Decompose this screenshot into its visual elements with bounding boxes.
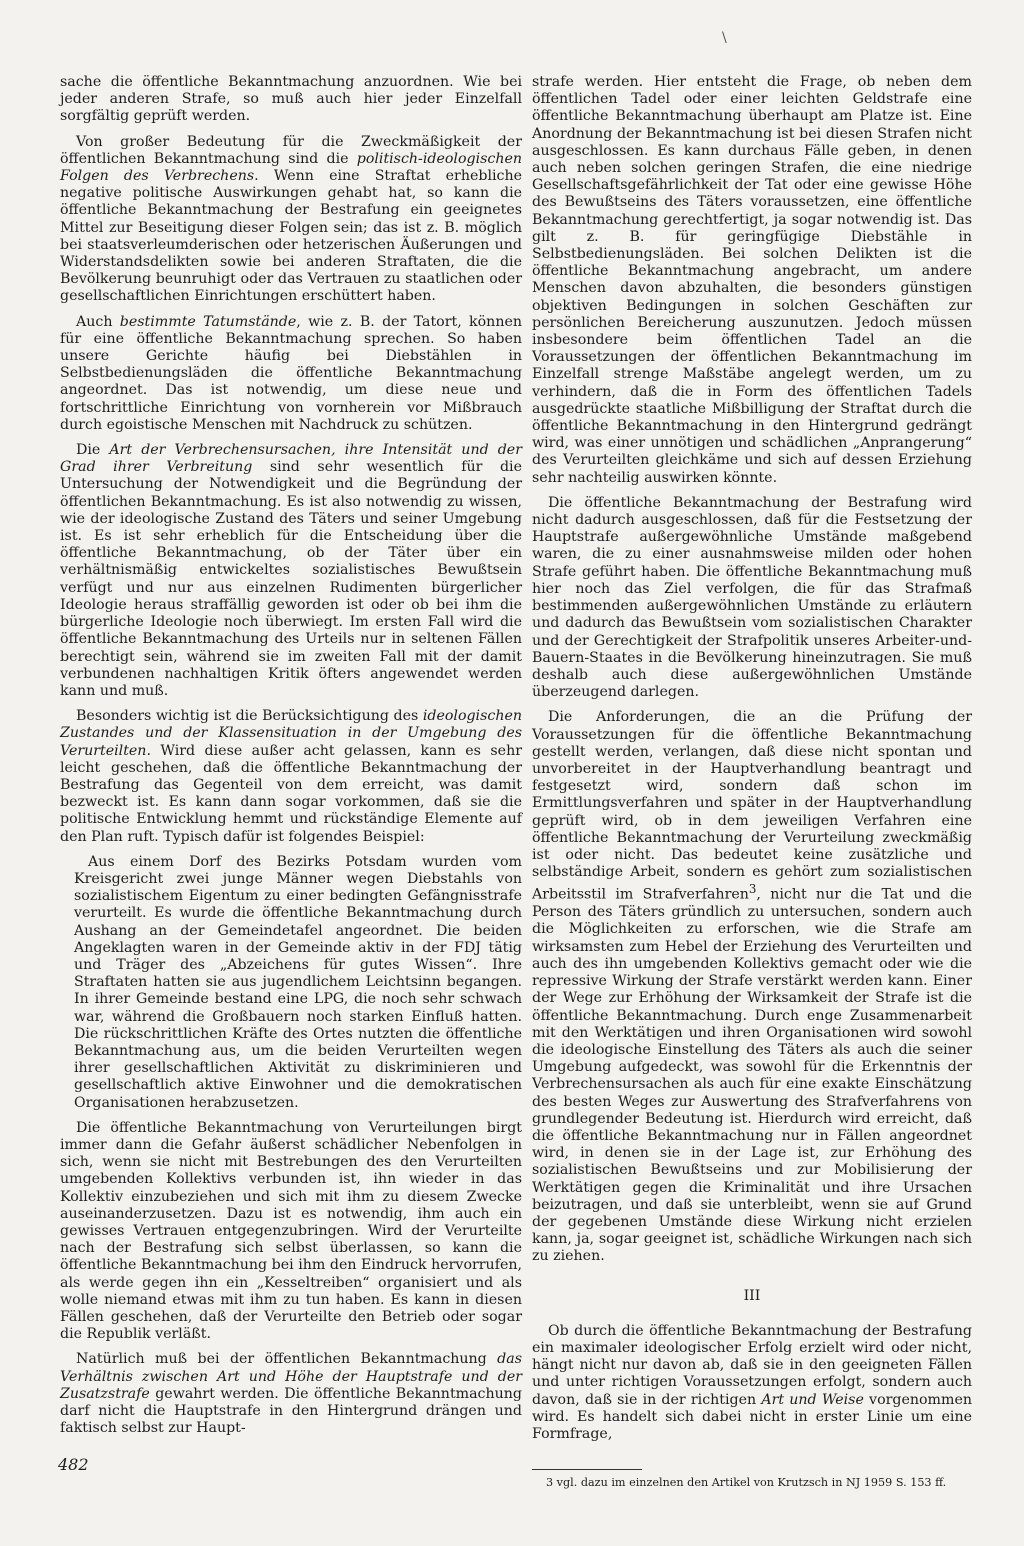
corner-mark: \ [722,30,727,46]
right-column [532,74,972,1498]
footnote-divider [532,1469,642,1470]
page-number: 482 [58,1455,89,1474]
left-column [60,74,522,1445]
footnote-reference: 3 [748,882,757,897]
paragraph: Von großer Bedeutung für die Zweckmäßigkeit der öffentlichen Bekanntmachung sind die politisch-ideologischen Folgen des Verbrechens. Wenn eine Straftat erhebliche negative politische Auswirkungen gehabt hat, so kann die öffentliche Bekanntmachung der Bestrafung ein geeignetes Mittel zur Beseitigung dieser Folgen sein; das ist z. B. möglich bei staatsverleumderischen oder hetzerischen Äußerungen und Widerstandsdelikten sowie bei anderen Straftaten, die die Bevölkerung beunruhigt oder das Vertrauen zu staatlichen oder gesellschaftlichen Einrichtungen erschüttert haben. [60,133,522,305]
paragraph: Besonders wichtig ist die Berücksichtigung des ideologischen Zustandes und der Klassensituation in der Umgebung des Verurteilten. Wird diese außer acht gelassen, kann es sehr leicht geschehen, daß die öffentliche Bekanntmachung der Bestrafung das Gegenteil von dem erreicht, was damit bezweckt ist. Es kann dann sogar vorkommen, daß sie die politische Entwicklung hemmt und rückständige Elemente auf den Plan ruft. Typisch dafür ist folgendes Beispiel: [60,708,522,845]
footnote: 3 vgl. dazu im einzelnen den Artikel von Krutzsch in NJ 1959 S. 153 ff. [546,1476,947,1490]
paragraph: strafe werden. Hier entsteht die Frage, ob neben dem öffentlichen Tadel oder einer leichten Geldstrafe eine öffentliche Bekanntmachung überhaupt am Platze ist. Eine Anordnung der Bekanntmachung ist bei diesen Strafen nicht ausgeschlossen. Es kann durchaus Fälle geben, in denen auch neben solchen geringen Strafen, die eine niedrige Gesellschaftsgefährlichkeit der Tat oder eine gewisse Höhe des Bewußtseins des Täters voraussetzen, eine öffentliche Bekanntmachung gerechtfertigt, ja sogar notwendig ist. Das gilt z. B. für geringfügige Diebstähle in Selbstbedienungsläden. Bei solchen Delikten ist die öffentliche Bekanntmachung angebracht, um andere Menschen davon abzuhalten, die besonders günstigen objektiven Bedingungen in solchen Geschäften zur persönlichen Bereicherung auszunutzen. Jedoch müssen insbesondere beim öffentlichen Tadel an die Voraussetzungen der öffentlichen Bekanntmachung im Einzelfall strenge Maßstäbe angelegt werden, um zu verhindern, daß die in Form des öffentlichen Tadels ausgedrückte staatliche Mißbilligung der Straftat durch die öffentliche Bekanntmachung in den Hintergrund gedrängt wird, was einer unnötigen und schädlichen „Anprangerung“ des Verurteilten gleichkäme und sich auf dessen Erziehung sehr nachteilig auswirken könnte. [532,74,972,486]
paragraph: Die öffentliche Bekanntmachung der Bestrafung wird nicht dadurch ausgeschlossen, daß für die Festsetzung der Hauptstrafe außergewöhnliche Umstände maßgebend waren, die zu einer ausnahmsweise milden oder hohen Strafe geführt haben. Die öffentliche Bekanntmachung muß hier noch das Ziel verfolgen, die für das Strafmaß bestimmenden außergewöhnlichen Umstände zu erläutern und dadurch das Bewußtsein vom sozialistischen Charakter und der Gerechtigkeit der Strafpolitik unseres Arbeiter-und-Bauern-Staates in die Bevölkerung hineinzutragen. Sie muß deshalb auch diese außergewöhnlichen Umstände überzeugend darlegen. [532,494,972,701]
paragraph: sache die öffentliche Bekanntmachung anzuordnen. Wie bei jeder anderen Strafe, so muß auch hier jeder Einzelfall sorgfältig geprüft werden. [60,74,522,125]
section-heading: III [743,1287,761,1304]
emphasis: das Verhältnis zwischen Art und Höhe der Hauptstrafe und der Zusatzstrafe [60,1351,522,1402]
paragraph: Die Art der Verbrechensursachen, ihre Intensität und der Grad ihrer Verbreitung sind sehr wesentlich für die Untersuchung der Notwendigkeit und die Begründung der öffentlichen Bekanntmachung. Es ist also notwendig zu wissen, wie der ideologische Zustand des Täters und seiner Umgebung ist. Es ist sehr erheblich für die Entscheidung über die öffentliche Bekanntmachung, ob der Täter über ein verhältnismäßig entwickeltes sozialistisches Bewußtsein verfügt und nur aus einzelnen Rudimenten bürgerlicher Ideologie heraus straffällig geworden ist oder ob bei ihm die bürgerliche Ideologie noch überwiegt. Im ersten Fall wird die öffentliche Bekanntmachung des Urteils nur in seltenen Fällen berechtigt sein, während sie im zweiten Fall mit der damit verbundenen nachhaltigen Kritik öfters angewendet werden kann und muß. [60,442,522,699]
paragraph: Die öffentliche Bekanntmachung von Verurteilungen birgt immer dann die Gefahr äußerst schädlicher Nebenfolgen in sich, wenn sie nicht mit Bestrebungen des den Verurteilten umgebenden Kollektivs verbunden ist, ihn wieder in das Kollektiv einzubeziehen und sich mit ihm zu diesem Zwecke auseinanderzusetzen. Dazu ist es notwendig, ihm auch ein gewisses Vertrauen entgegenzubringen. Wird der Verurteilte nach der Bestrafung sich selbst überlassen, so kann die öffentliche Bekanntmachung bei ihm den Eindruck hervorrufen, als werde gegen ihn ein „Kesseltreiben“ organisiert und als wolle niemand etwas mit ihm zu tun haben. Es kann in diesen Fällen geschehen, daß der Verurteilte den Betrieb oder sogar die Republik verläßt. [60,1119,522,1343]
paragraph: Natürlich muß bei der öffentlichen Bekanntmachung das Verhältnis zwischen Art und Höhe der Hauptstrafe und der Zusatzstrafe gewahrt werden. Die öffentliche Bekanntmachung darf nicht die Hauptstrafe in den Hintergrund drängen und faktisch selbst zur Haupt- [60,1351,522,1437]
paragraph: Die Anforderungen, die an die Prüfung der Voraussetzungen für die öffentliche Bekanntmachung gestellt werden, verlangen, daß diese nicht spontan und unvorbereitet in der Hauptverhandlung beantragt und festgesetzt wird, sondern daß schon im Ermittlungsverfahren und später in der Hauptverhandlung geprüft wird, ob in dem jeweiligen Verfahren eine öffentliche Bekanntmachung der Verurteilung zweckmäßig ist oder nicht. Das bedeutet keine zusätzliche und selbständige Arbeit, sondern es gehört zum sozialistischen Arbeitsstil im Strafverfahren$^3$, nicht nur die Tat und die Person des Täters gründlich zu untersuchen, sondern auch die Möglichkeiten zu erforschen, wie die Strafe am wirksamsten zum Hebel der Erziehung des Verurteilten und auch des ihn umgebenden Kollektivs gemacht oder wie die repressive Wirkung der Strafe verstärkt werden kann. Einer der Wege zur Erhöhung der Wirksamkeit der Strafe ist die öffentliche Bekanntmachung. Durch enge Zusammenarbeit mit den Werktätigen und ihren Organisationen wird sowohl die ideologische Einstellung des Täters als auch die seiner Umgebung aufgedeckt, was sowohl für die Erkenntnis der Verbrechensursachen als auch für eine exakte Einschätzung des besten Weges zur Auswertung des Strafverfahrens von grundlegender Bedeutung ist. Hierdurch wird erreicht, daß die öffentliche Bekanntmachung nur in Fällen angeordnet wird, in denen sie in der Lage ist, zur Erhöhung des sozialistischen Bewußtseins und zur Mobilisierung der Werktätigen gegen die Kriminalität und ihre Ursachen beizutragen, und daß sie unterbleibt, wenn sie auf Grund der gegebenen Umstände diese Wirkung nicht erzielen kann, ja, sogar geeignet ist, schädliche Wirkungen nach sich zu ziehen. [532,709,972,1265]
paragraph: Ob durch die öffentliche Bekanntmachung der Bestrafung ein maximaler ideologischer Erfolg erzielt wird oder nicht, hängt nicht nur davon ab, daß sie in den geeigneten Fällen und unter richtigen Voraussetzungen erfolgt, sondern auch davon, daß sie in der richtigen Art und Weise vorgenommen wird. Es handelt sich dabei nicht in erster Linie um eine Formfrage, [532,1322,972,1442]
emphasis: Art der Verbrechensursachen, ihre Intensität und der Grad ihrer Verbreitung [60,442,522,476]
example-paragraph: Aus einem Dorf des Bezirks Potsdam wurden vom Kreisgericht zwei junge Männer wegen Diebstahls von sozialistischem Eigentum zu einer bedingten Gefängnisstrafe verurteilt. Es wurde die öffentliche Bekanntmachung durch Aushang an der Gemeindetafel angeordnet. Die beiden Angeklagten waren in der Gemeinde aktiv in der FDJ tätig und Träger des „Abzeichens für gutes Wissen“. Ihre Straftaten hatten sie aus jugendlichem Leichtsinn begangen. In ihrer Gemeinde bestand eine LPG, die noch sehr schwach war, während die Großbauern noch starken Einfluß hatten. Die rückschrittlichen Kräfte des Ortes nutzten die öffentliche Bekanntmachung aus, um die beiden Verurteilten wegen ihrer gesellschaftlichen Aktivität zu diskriminieren und gesellschaftlich aktive Einwohner und die demokratischen Organisationen herabzusetzen. [74,853,522,1111]
emphasis: politisch-ideologischen Folgen des Verbrechens [60,150,522,185]
emphasis: bestimmte Tatumstände [119,313,297,330]
emphasis: Art und Weise [761,1391,864,1408]
emphasis: ideologischen Zustandes und der Klassensituation in der Umgebung des Verurteilten [60,708,522,759]
paragraph: Auch bestimmte Tatumstände, wie z. B. der Tatort, können für eine öffentliche Bekanntmachung sprechen. So haben unsere Gerichte häufig bei Diebstählen in Selbstbedienungsläden die öffentliche Bekanntmachung angeordnet. Das ist notwendig, um diese neue und fortschrittliche Einrichtung von vornherein vor Mißbrauch durch egoistische Menschen mit Nachdruck zu schützen. [60,313,522,433]
